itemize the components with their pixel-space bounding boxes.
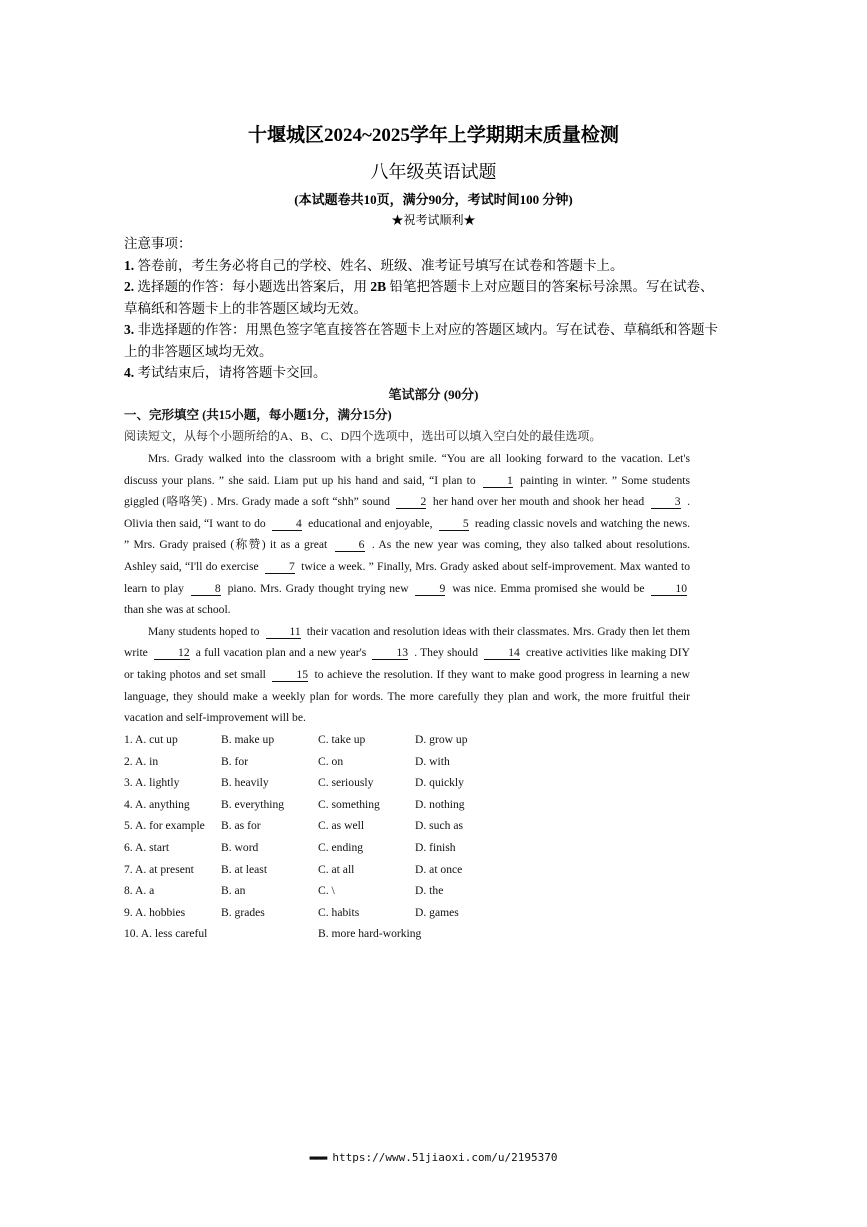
option-b: B. grades <box>221 905 265 919</box>
option-row <box>124 923 690 945</box>
exam-subtitle: 八年级英语试题 <box>370 162 497 182</box>
passage-paragraph-1: Mrs. Grady walked into the classroom with a bright smile. “You are all looking forward to the vacation. Let's discuss your plans. ” she said. Liam put up his hand and said, “I plan to 1 painting in winter. ” Some students giggled (咯咯笑) . Mrs. Grady made a soft “shh” sound 2 her hand over her mouth and shook her head 3 . Olivia then said, “I want to do 4 educational and enjoyable, 5 reading classic novels and watching the news. ” Mrs. Grady praised (称赞) it as a great 6 . As the new year was coming, they also talked about resolutions. Ashley said, “I'll do exercise 7 twice a week. ” Finally, Mrs. Grady asked about self-improvement. Max wanted to learn to play 8 piano. Mrs. Grady thought trying new 9 was nice. Emma promised she would be 10 than she was at school. <box>124 452 691 617</box>
exam-wish: ★祝考试顺利★ <box>391 213 476 227</box>
footer-watermark <box>0 1151 867 1164</box>
option-d: D. with <box>415 754 450 768</box>
option-a: 2. A. in <box>124 754 159 768</box>
footer-url: https://www.51jiaoxi.com/u/2195370 <box>332 1151 558 1164</box>
cloze-blank: 5 <box>439 517 469 531</box>
option-b: B. everything <box>221 797 285 811</box>
option-a: 10. A. less careful <box>124 927 208 941</box>
part-one-instruction: 阅读短文，从每个小题所给的A、B、C、D四个选项中，选出可以填入空白处的最佳选项。 <box>124 429 602 443</box>
cloze-blank: 14 <box>484 646 520 660</box>
option-row <box>124 880 690 902</box>
option-a: 1. A. cut up <box>124 733 178 746</box>
option-row <box>124 794 690 816</box>
option-c: C. something <box>318 797 380 811</box>
cloze-blank: 6 <box>335 538 365 552</box>
notice-block <box>124 233 724 384</box>
option-c: C. on <box>318 754 344 768</box>
footer-logo-icon: ▬▬▬ <box>309 1151 327 1164</box>
passage-paragraph-2: Many students hoped to 11 their vacation and resolution ideas with their classmates. Mrs. Grady then let them write 12 a full vacation plan and a new year's 13 . They should 14 creative activities like making DIY or taking photos and set small 15 to achieve the resolution. If they want to make good progress in learning a new language, they should make a weekly plan for words. The more carefully they plan and work, the more fruitful their vacation and self-improvement will be. <box>124 624 691 725</box>
option-a: 3. A. lightly <box>124 776 180 790</box>
cloze-blank: 4 <box>272 517 302 531</box>
cloze-blank: 8 <box>191 582 221 596</box>
cloze-blank: 9 <box>415 582 445 596</box>
option-b: B. as for <box>221 819 261 833</box>
notice-label: 注意事项： <box>124 236 192 251</box>
cloze-blank: 2 <box>396 495 426 509</box>
option-b: B. for <box>221 754 249 768</box>
option-row <box>124 815 690 837</box>
exam-info: (本试题卷共10页，满分90分，考试时间100 分钟) <box>294 192 573 207</box>
option-a: 4. A. anything <box>124 797 190 811</box>
cloze-blank: 10 <box>651 582 687 596</box>
option-d: D. finish <box>415 840 456 854</box>
cloze-blank: 12 <box>154 646 190 660</box>
exam-title: 十堰城区2024~2025学年上学期期末质量检测 <box>248 125 619 146</box>
section-title: 笔试部分 (90分) <box>388 387 479 402</box>
cloze-blank: 15 <box>272 668 308 682</box>
option-d: D. at once <box>415 862 463 876</box>
option-row <box>124 859 690 881</box>
option-d: D. the <box>415 884 444 898</box>
option-c: C. habits <box>318 905 360 919</box>
option-row <box>124 837 690 859</box>
option-c: C. seriously <box>318 776 374 790</box>
option-row <box>124 902 690 924</box>
option-b: B. an <box>221 884 246 898</box>
option-d: D. such as <box>415 819 463 833</box>
cloze-passage <box>124 448 690 729</box>
option-b: B. heavily <box>221 776 269 790</box>
option-c: C. take up <box>318 733 366 746</box>
cloze-blank: 7 <box>265 560 295 574</box>
option-d: D. grow up <box>415 733 468 746</box>
option-c: C. at all <box>318 862 355 876</box>
notice-item-3: 3. 非选择题的作答：用黑色签字笔直接答在答题卡上对应的答题区域内。写在试卷、草稿纸和答题卡上的非答题区域均无效。 <box>124 322 718 359</box>
option-a: 6. A. start <box>124 840 170 854</box>
option-row <box>124 772 690 794</box>
option-row <box>124 729 690 751</box>
option-row <box>124 751 690 773</box>
option-b: B. at least <box>221 862 268 876</box>
option-c: C. as well <box>318 819 365 833</box>
cloze-blank: 3 <box>651 495 681 509</box>
options-list <box>124 729 690 945</box>
option-b: B. more hard-working <box>318 927 422 941</box>
option-a: 9. A. hobbies <box>124 905 186 919</box>
notice-item-2: 2. 选择题的作答：每小题选出答案后，用 2B 铅笔把答题卡上对应题目的答案标号涂黑。写在试卷、草稿纸和答题卡上的非答题区域均无效。 <box>124 279 714 316</box>
notice-item-4: 4. 考试结束后，请将答题卡交回。 <box>124 365 327 380</box>
option-a: 8. A. a <box>124 884 155 898</box>
part-one-title: 一、完形填空 (共15小题，每小题1分，满分15分) <box>124 408 392 422</box>
cloze-blank: 1 <box>483 474 513 488</box>
option-d: D. quickly <box>415 776 464 790</box>
option-b: B. word <box>221 840 259 854</box>
option-d: D. games <box>415 905 459 919</box>
notice-item-1: 1. 答卷前，考生务必将自己的学校、姓名、班级、准考证号填写在试卷和答题卡上。 <box>124 257 624 273</box>
option-c: C. \ <box>318 884 335 898</box>
option-c: C. ending <box>318 840 364 854</box>
cloze-blank: 13 <box>372 646 408 660</box>
option-a: 7. A. at present <box>124 862 194 876</box>
option-b: B. make up <box>221 733 275 746</box>
cloze-blank: 11 <box>266 625 301 639</box>
option-d: D. nothing <box>415 797 465 811</box>
option-a: 5. A. for example <box>124 819 205 833</box>
